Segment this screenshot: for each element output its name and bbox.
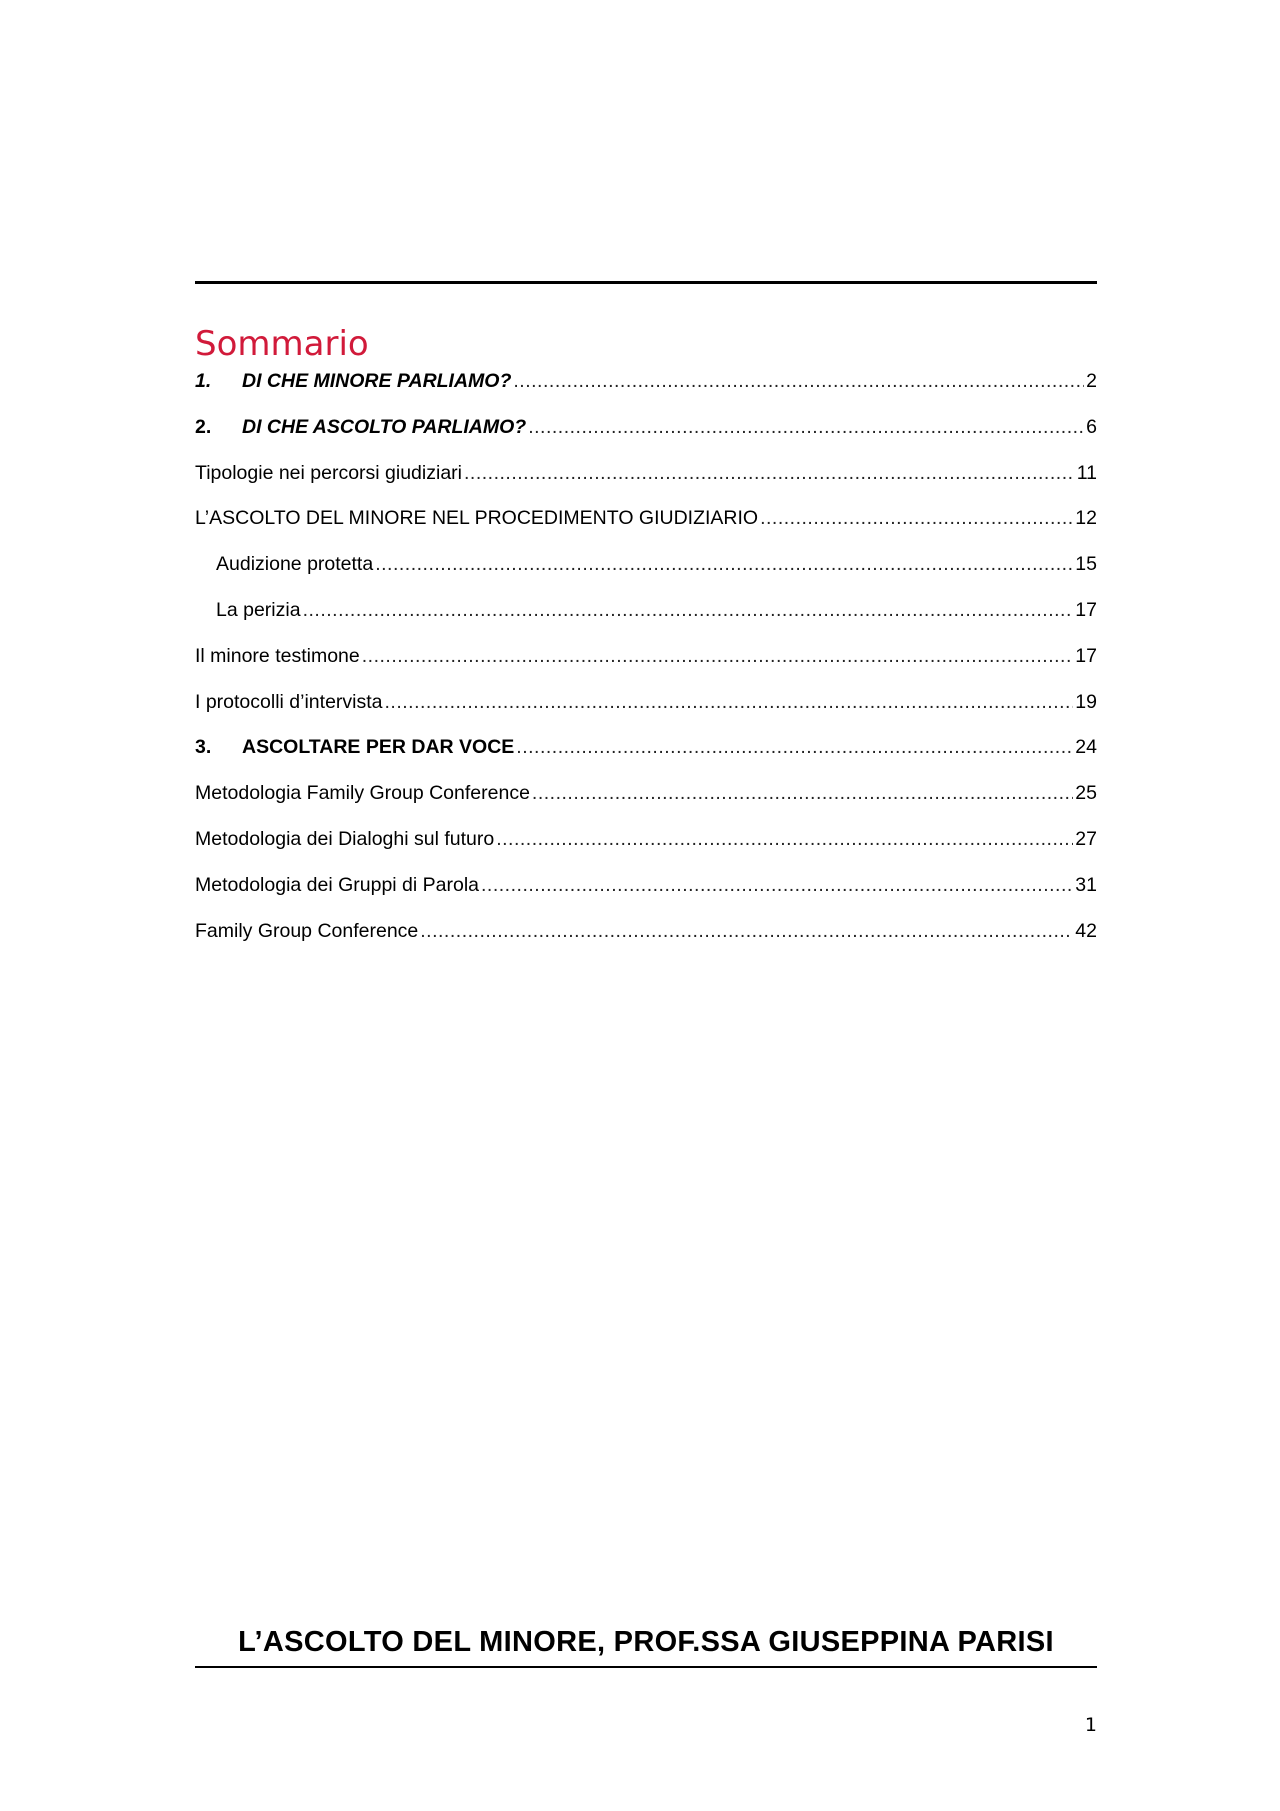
toc-entry-label: L’ASCOLTO DEL MINORE NEL PROCEDIMENTO GIUDIZIARIO <box>195 507 759 530</box>
toc-entry-protocolli-intervista[interactable] <box>195 682 1097 728</box>
footer-divider <box>195 1666 1097 1668</box>
toc-entry-page: 11 <box>1076 461 1097 484</box>
toc-entry-label: Metodologia Family Group Conference <box>195 782 530 805</box>
top-divider <box>195 281 1097 284</box>
toc-entry-di-che-minore-parliamo[interactable] <box>195 361 1097 407</box>
dot-leader <box>420 911 1073 951</box>
toc-entry-tipologie[interactable] <box>195 453 1097 499</box>
dot-leader <box>481 865 1073 905</box>
dot-leader <box>375 544 1073 584</box>
toc-entry-family-group-conference[interactable] <box>195 911 1097 957</box>
dot-leader <box>528 407 1084 447</box>
dot-leader <box>760 498 1073 538</box>
toc-entry-page: 17 <box>1075 598 1097 621</box>
toc-entry-number: 1. <box>195 370 212 392</box>
toc-entry-page: 15 <box>1075 553 1097 576</box>
toc-entry-metodologia-fgc[interactable] <box>195 773 1097 819</box>
dot-leader <box>513 361 1084 401</box>
dot-leader <box>362 636 1074 676</box>
toc-entry-page: 27 <box>1075 827 1097 850</box>
toc-entry-di-che-ascolto-parliamo[interactable] <box>195 407 1097 453</box>
footer-title: L’ASCOLTO DEL MINORE, PROF.SSA GIUSEPPINA PARISI <box>238 1626 1054 1658</box>
toc-entry-page: 31 <box>1075 873 1097 896</box>
toc-entry-dialoghi-sul-futuro[interactable] <box>195 819 1097 865</box>
toc-entry-label: Audizione protetta <box>216 553 374 576</box>
toc-entry-number: 2. <box>195 415 212 438</box>
toc-entry-label: DI CHE ASCOLTO PARLIAMO? <box>242 415 527 438</box>
toc-entry-gruppi-di-parola[interactable] <box>195 865 1097 911</box>
page-number: 1 <box>1084 1714 1097 1736</box>
toc-entry-page: 24 <box>1075 736 1097 759</box>
toc-entry-page: 25 <box>1075 782 1097 805</box>
toc-entry-label: Il minore testimone <box>195 644 360 667</box>
toc-entry-label: La perizia <box>216 598 301 621</box>
toc-title: Sommario <box>195 324 369 364</box>
toc-entry-number: 3. <box>195 736 212 759</box>
toc-entry-la-perizia[interactable] <box>195 590 1097 636</box>
toc-entry-label: Metodologia dei Dialoghi sul futuro <box>195 827 495 850</box>
toc-entry-page: 42 <box>1075 919 1097 942</box>
toc-entry-label: I protocolli d’intervista <box>195 690 383 713</box>
toc-entry-audizione-protetta[interactable] <box>195 544 1097 590</box>
toc-entry-page: 6 <box>1086 415 1097 438</box>
dot-leader <box>496 819 1073 859</box>
dot-leader <box>303 590 1074 630</box>
dot-leader <box>464 453 1075 493</box>
toc-entry-page: 17 <box>1075 644 1097 667</box>
toc-entry-label: ASCOLTARE PER DAR VOCE <box>242 736 515 759</box>
toc-entry-page: 2 <box>1086 370 1097 392</box>
toc-entry-minore-testimone[interactable] <box>195 636 1097 682</box>
toc-entry-label: Metodologia dei Gruppi di Parola <box>195 873 480 896</box>
toc-entry-ascolto-procedimento[interactable] <box>195 498 1097 544</box>
toc-entry-label: Family Group Conference <box>195 919 419 942</box>
dot-leader <box>532 773 1073 813</box>
toc-entry-page: 19 <box>1075 690 1097 713</box>
dot-leader <box>516 727 1073 767</box>
dot-leader <box>385 682 1074 722</box>
toc-entry-label: Tipologie nei percorsi giudiziari <box>195 461 462 484</box>
toc-entry-ascoltare-per-dar-voce[interactable] <box>195 727 1097 773</box>
toc-entry-page: 12 <box>1075 507 1097 530</box>
toc-entry-label: DI CHE MINORE PARLIAMO? <box>242 370 512 392</box>
table-of-contents <box>195 361 1097 956</box>
